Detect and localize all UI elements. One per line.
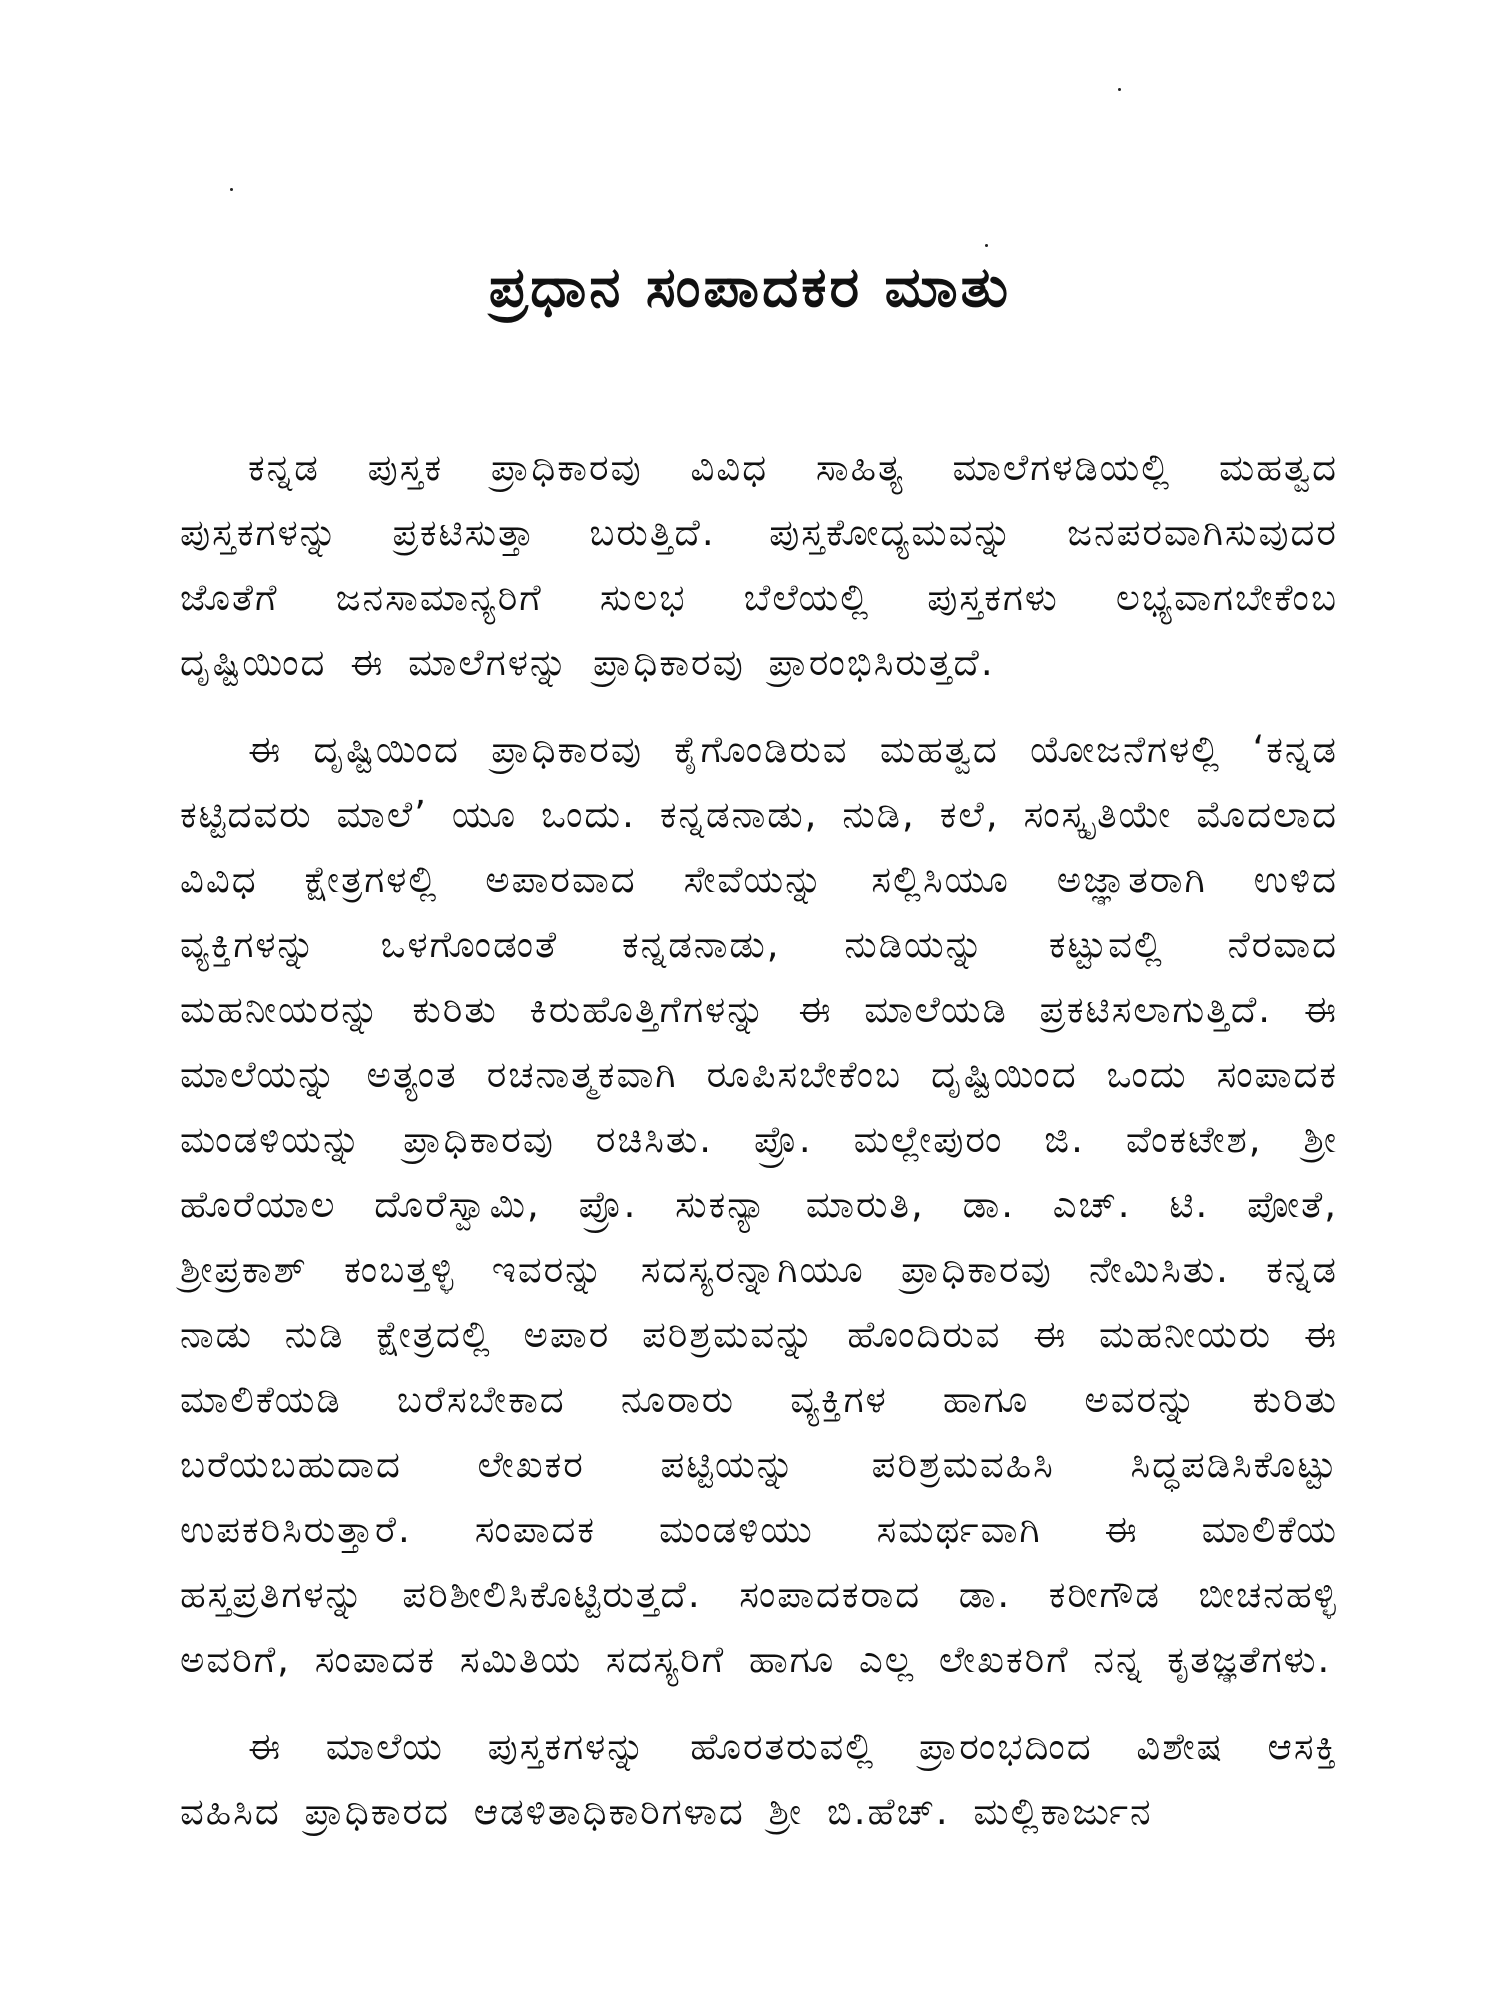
paragraph-2: ಈ ದೃಷ್ಟಿಯಿಂದ ಪ್ರಾಧಿಕಾರವು ಕೈಗೊಂಡಿರುವ ಮಹತ್ವದ ಯೋಜನೆಗಳಲ್ಲಿ ‘ಕನ್ನಡ ಕಟ್ಟಿದವರು ಮಾಲೆ’ ಯೂ ಒಂದು. ಕನ್ನಡನಾಡು, ನುಡಿ, ಕಲೆ, ಸಂಸ್ಕೃತಿಯೇ ಮೊದಲಾದ ವಿವಿಧ ಕ್ಷೇತ್ರಗಳಲ್ಲಿ ಅಪಾರವಾದ ಸೇವೆಯನ್ನು ಸಲ್ಲಿಸಿಯೂ ಅಜ್ಞಾತರಾಗಿ ಉಳಿದ ವ್ಯಕ್ತಿಗಳನ್ನು ಒಳಗೊಂಡಂತೆ ಕನ್ನಡನಾಡು, ನುಡಿಯನ್ನು ಕಟ್ಟುವಲ್ಲಿ ನೆರವಾದ ಮಹನೀಯರನ್ನು ಕುರಿತು ಕಿರುಹೊತ್ತಿಗೆಗಳನ್ನು ಈ ಮಾಲೆಯಡಿ ಪ್ರಕಟಿಸಲಾಗುತ್ತಿದೆ. ಈ ಮಾಲೆಯನ್ನು ಅತ್ಯಂತ ರಚನಾತ್ಮಕವಾಗಿ ರೂಪಿಸಬೇಕೆಂಬ ದೃಷ್ಟಿಯಿಂದ ಒಂದು ಸಂಪಾದಕ ಮಂಡಳಿಯನ್ನು ಪ್ರಾಧಿಕಾರವು ರಚಿಸಿತು. ಪ್ರೊ. ಮಲ್ಲೇಪುರಂ ಜಿ. ವೆಂಕಟೇಶ, ಶ್ರೀ ಹೊರೆಯಾಲ ದೊರೆಸ್ವಾಮಿ, ಪ್ರೊ. ಸುಕನ್ಯಾ ಮಾರುತಿ, ಡಾ. ಎಚ್. ಟಿ. ಪೋತೆ, ಶ್ರೀಪ್ರಕಾಶ್ ಕಂಬತ್ತಳ್ಳಿ ಇವರನ್ನು ಸದಸ್ಯರನ್ನಾಗಿಯೂ ಪ್ರಾಧಿಕಾರವು ನೇಮಿಸಿತು. ಕನ್ನಡ ನಾಡು ನುಡಿ ಕ್ಷೇತ್ರದಲ್ಲಿ ಅಪಾರ ಪರಿಶ್ರಮವನ್ನು ಹೊಂದಿರುವ ಈ ಮಹನೀಯರು ಈ ಮಾಲಿಕೆಯಡಿ ಬರೆಸಬೇಕಾದ ನೂರಾರು ವ್ಯಕ್ತಿಗಳ ಹಾಗೂ ಅವರನ್ನು ಕುರಿತು ಬರೆಯಬಹುದಾದ ಲೇಖಕರ ಪಟ್ಟಿಯನ್ನು ಪರಿಶ್ರಮವಹಿಸಿ ಸಿದ್ಧಪಡಿಸಿಕೊಟ್ಟು ಉಪಕರಿಸಿರುತ್ತಾರೆ. ಸಂಪಾದಕ ಮಂಡಳಿಯು ಸಮರ್ಥವಾಗಿ ಈ ಮಾಲಿಕೆಯ ಹಸ್ತಪ್ರತಿಗಳನ್ನು ಪರಿಶೀಲಿಸಿಕೊಟ್ಟಿರುತ್ತದೆ. ಸಂಪಾದಕರಾದ ಡಾ. ಕರೀಗೌಡ ಬೀಚನಹಳ್ಳಿ ಅವರಿಗೆ, ಸಂಪಾದಕ ಸಮಿತಿಯ ಸದಸ್ಯರಿಗೆ ಹಾಗೂ ಎಲ್ಲ ಲೇಖಕರಿಗೆ ನನ್ನ ಕೃತಜ್ಞತೆಗಳು. [180, 728, 1338, 1681]
scan-speck [230, 188, 233, 191]
paragraph-3: ಈ ಮಾಲೆಯ ಪುಸ್ತಕಗಳನ್ನು ಹೊರತರುವಲ್ಲಿ ಪ್ರಾರಂಭದಿಂದ ವಿಶೇಷ ಆಸಕ್ತಿ ವಹಿಸಿದ ಪ್ರಾಧಿಕಾರದ ಆಡಳಿತಾಧಿಕಾರಿಗಳಾದ ಶ್ರೀ ಬಿ.ಹೆಚ್. ಮಲ್ಲಿಕಾರ್ಜುನ [180, 1725, 1338, 1833]
paragraph-1: ಕನ್ನಡ ಪುಸ್ತಕ ಪ್ರಾಧಿಕಾರವು ವಿವಿಧ ಸಾಹಿತ್ಯ ಮಾಲೆಗಳಡಿಯಲ್ಲಿ ಮಹತ್ವದ ಪುಸ್ತಕಗಳನ್ನು ಪ್ರಕಟಿಸುತ್ತಾ ಬರುತ್ತಿದೆ. ಪುಸ್ತಕೋದ್ಯಮವನ್ನು ಜನಪರವಾಗಿಸುವುದರ ಜೊತೆಗೆ ಜನಸಾಮಾನ್ಯರಿಗೆ ಸುಲಭ ಬೆಲೆಯಲ್ಲಿ ಪುಸ್ತಕಗಳು ಲಭ್ಯವಾಗಬೇಕೆಂಬ ದೃಷ್ಟಿಯಿಂದ ಈ ಮಾಲೆಗಳನ್ನು ಪ್ರಾಧಿಕಾರವು ಪ್ರಾರಂಭಿಸಿರುತ್ತದೆ. [180, 446, 1338, 684]
document-body [180, 435, 1338, 1866]
scan-speck [985, 244, 988, 247]
page-title: ಪ್ರಧಾನ ಸಂಪಾದಕರ ಮಾತು [488, 255, 1012, 320]
scan-speck [1118, 88, 1121, 91]
